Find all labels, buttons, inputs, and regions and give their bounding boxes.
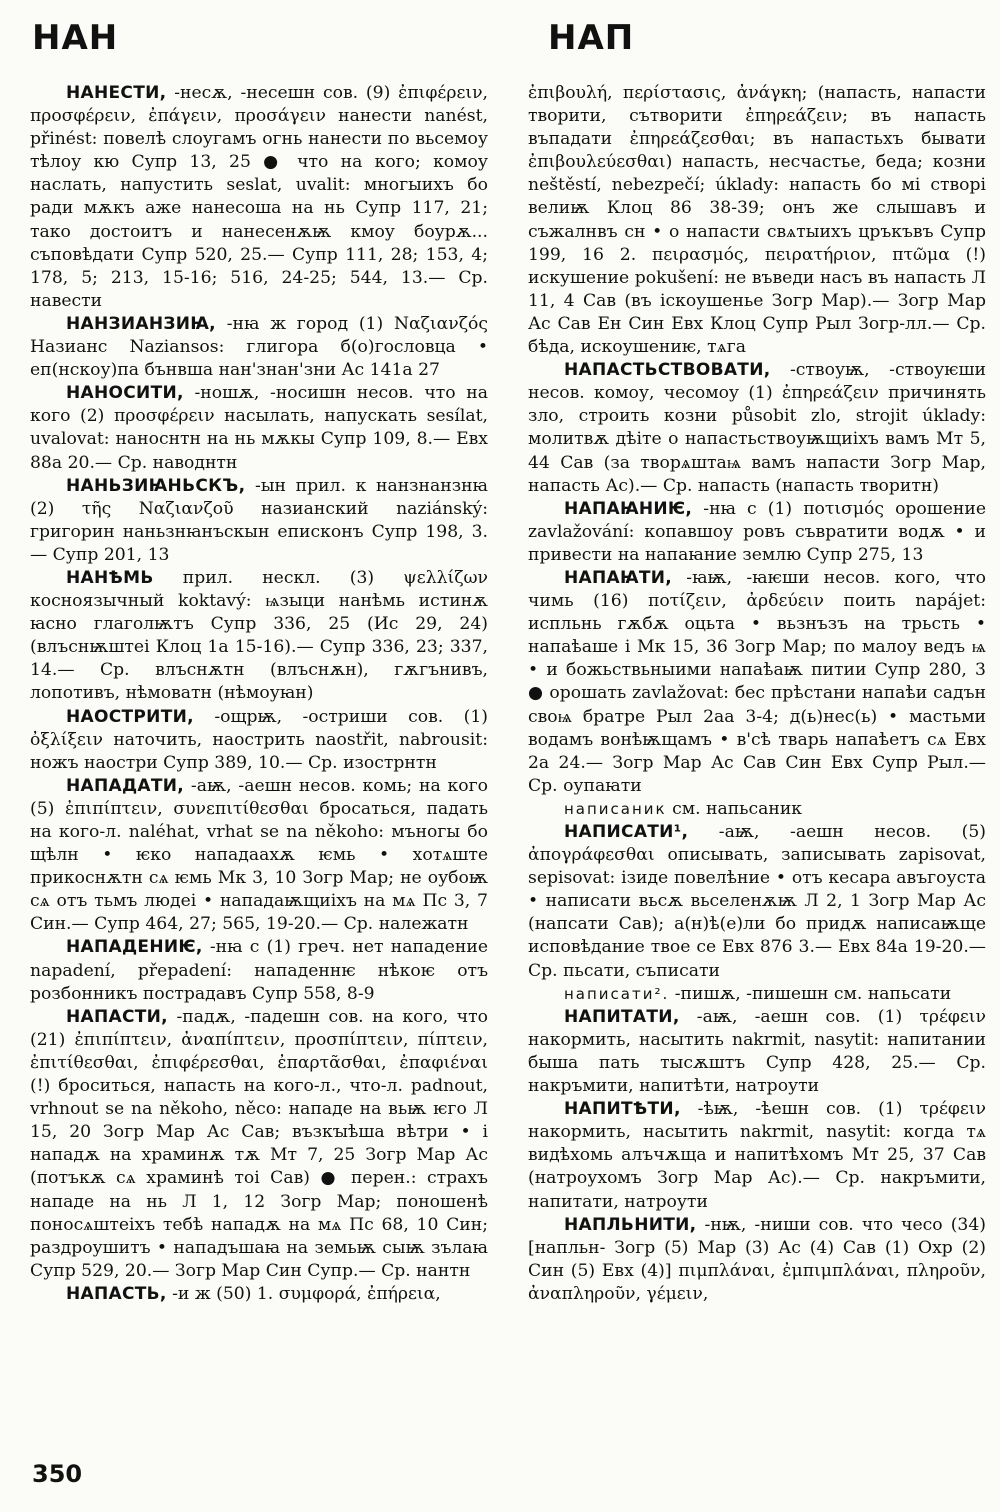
running-head-left: НАН xyxy=(32,18,119,58)
dictionary-entry xyxy=(528,82,986,359)
entry-text: прил. нескл. (3) ψελλίζων косноязычный koktavý: ѩзыци нанѣмь истинѫ ꙗсно глаголѭтъ Супр 336, 25 (Ис 29, 24) (влъснѭштеі Клоц 1а 15-16).— Супр 336, 23; 337, 14.— Ср. влъснѫтн (влъснѫн), гѫгънивъ, лопотивъ, нѣмоватн (нѣмоуꙗн) xyxy=(30,567,488,704)
dictionary-entry xyxy=(528,1098,986,1213)
dictionary-entry xyxy=(30,1283,488,1306)
entry-headword: НАПИТАТИ, xyxy=(564,1006,680,1027)
dictionary-entry xyxy=(528,359,986,498)
entry-text: -ношѫ, -носишн несов. что на кого (2) προσφέρειν насылать, напускать sesílat, uvalovat: наноснтн на нь мѫкы Супр 109, 8.— Евх 88а 20.— Ср. наводнтн xyxy=(30,383,488,473)
entry-headword: написати². xyxy=(564,984,670,1003)
entry-text: -падѫ, -падешн сов. на кого, что (21) ἐπιπίπτειν, ἀναπίπτειν, προσπίπτειν, πίπτειν, ἐπιτίθεσθαι, ἐπιφέρεσθαι, ἐπαρτᾶσθαι, ἐπαφιέναι (!) броситься, напасть на кого-л., что-л. padnout, vrhnout se na někoho, něco: нападе на вьѭ ѥго Л 15, 20 Зогр Мар Ас Сав; възкꙑѣша вѣтри • і нападѫ на храминѫ тѫ Мт 7, 25 Зогр Мар Ас (потъкѫ сѧ храминѣ тоі Сав) ● перен.: страхъ нападе на нь Л 1, 12 Зогр Мар; поношенѣ поносѧштеіхъ тебѣ нападѫ на мѧ Пс 68, 10 Син; раздроушитъ • нападъшаꙗ на земьѭ сыѭ зълаꙗ Супр 529, 20.— Зогр Мар Син Супр.— Ср. нантн xyxy=(30,1006,488,1281)
entry-headword: НАНЗИАНЗИꙖ, xyxy=(66,313,216,334)
entry-text: ἐπιβουλή, περίστασις, ἀνάγκη; (напасть, напасти творити, сътворити ἐπηρεάζειν; въ напасть въпадати ἐπηρεάζεσθαι; въ напастьхъ бывати ἐπιβουλεύεσθαι) напасть, несчастье, беда; козни neštěstí, nebezpečí; úklady: напасть бо мі створі велиѭ Клоц 86 38-39; онъ же слышавъ и съжалнвъ сн • о напасти свѧтыихъ цръкъвъ Супр 199, 16 2. πειρασμός, πειρατήριον, πτῶμα (!) искушение pokušení: не въведи насъ въ напасть Л 11, 4 Сав (въ іскоушенье Зогр Мар).— Зогр Мар Ас Сав Ен Син Евх Клоц Супр Рыл Зогр-лл.— Ср. бѣда, искоушениѥ, тѧга xyxy=(528,83,986,358)
entry-headword: НАПИТѢТИ, xyxy=(564,1099,681,1120)
entry-headword: НАНЬЗИꙖНЬСКЪ, xyxy=(66,475,246,496)
running-head-right: НАП xyxy=(548,18,635,58)
right-column xyxy=(528,82,986,1306)
entry-headword: НАПАСТЬСТВОВАТИ, xyxy=(564,360,771,381)
dictionary-entry xyxy=(528,1214,986,1306)
dictionary-entry xyxy=(30,567,488,706)
dictionary-entry xyxy=(30,1006,488,1283)
entry-text: см. напьсаник xyxy=(666,798,803,819)
dictionary-entry xyxy=(30,936,488,1005)
dictionary-entry xyxy=(528,983,986,1006)
entry-text: -аѭ, -аешн несов. (5) ἀπογράφεσθαι описывать, записывать zapisovat, sepisovat: ізиде повелѣние • отъ кесара авъгоуста • написати вьсѫ вьселенѫѭ Л 2, 1 Зогр Мар Ас (напсати Сав); а(н)ѣ(е)ли бо придѫ написаѭще исповѣдание твое се Евх 876 3.— Евх 84а 19-20.— Ср. пьсати, съписати xyxy=(528,822,986,981)
entry-text: -ын прил. к нанзнанзнꙗ (2) τῆς Ναζιανζοῦ назианский naziánský: григорин наньзнꙗнъскын еписконъ Супр 198, 3.— Супр 201, 13 xyxy=(30,475,488,565)
dictionary-entry xyxy=(528,1006,986,1098)
entry-headword: НАПАСТИ, xyxy=(66,1006,168,1027)
dictionary-entry xyxy=(30,775,488,937)
entry-headword: НАНѢМЬ xyxy=(66,567,154,588)
entry-headword: НАПАДАТИ, xyxy=(66,775,185,796)
entry-text: -ꙗѭ, -ꙗѥши несов. кого, что чимь (16) ποτίζειν, ἀρδεύειν поить napájet: испльнь гѫбѫ оцьта • вьзнъзъ на трьсть • напаѣаше і Мк 15, 36 Зогр Мар; по малоу ведъ ѩ • и божьствьныими напаѣаѭ питии Супр 280, 3 ● орошать zavlažovat: бес прѣстани напаѣи садън своѩ братре Рыл 2аа 3-4; д(ь)нес(ь) • мастьми водамъ вонѣѭщамъ • в'сѣ тварь напаѣетъ сѧ Евх 2а 24.— Зогр Мар Ас Сав Син Евх Супр Рыл.— Ср. оупаꙗти xyxy=(528,567,986,796)
entry-headword: НАПАСТЬ, xyxy=(66,1283,167,1304)
entry-text: -нѭ, -ниши сов. что чесо (34) [напльн- Зогр (5) Мар (3) Ас (4) Сав (1) Охр (2) Син (5) Евх (4)] πιμπλάναι, ἐμπιμπλάναι, πληροῦν, ἀναπληροῦν, γέμειν, xyxy=(528,1214,986,1304)
entry-text: -ѣѭ, -ѣешн сов. (1) τρέφειν накормить, насытить nakrmit, nasytit: когда тѧ видѣхомь алъчѫща и напитѣхомъ Мт 25, 37 Сав (натроухомъ Зогр Мар Ас).— Ср. накръмити, напитати, натроути xyxy=(528,1099,986,1212)
entry-text: -пишѫ, -пишешн см. напьсати xyxy=(669,983,952,1004)
dictionary-entry xyxy=(528,567,986,798)
entry-text: -нꙗ с (1) греч. нет нападение napadení, přepadení: нападеннѥ нѣкоѥ отъ розбонникъ пострадавъ Супр 558, 8-9 xyxy=(30,937,488,1004)
entry-headword: НАПЛЬНИТИ, xyxy=(564,1214,697,1235)
entry-text: -нꙗ с (1) ποτισμός орошение zavlažování: копавшоу ровъ съвратити водѫ • и привести на напаꙗние землю Супр 275, 13 xyxy=(528,498,986,565)
entry-text: -ощрѭ, -остриши сов. (1) ὀξλίξειν наточить, наострить naostřit, nabrousit: ножъ наостри Супр 389, 10.— Ср. изострнтн xyxy=(30,706,488,773)
entry-text: -нꙗ ж город (1) Ναζιανζός Назианс Naziansos: глигора б(о)гословца • еп(нскоу)па бънвша нан'знан'зни Ас 141а 27 xyxy=(30,313,488,381)
left-column xyxy=(30,82,488,1306)
dictionary-entry xyxy=(528,798,986,821)
entry-text: -несѫ, -несешн сов. (9) ἐπιφέρειν, προσφέρειν, ἐπάγειν, προσάγειν нанести nanést, přinést: повелѣ слоугамъ огнь нанести по вьсемоу тѣлоу кю Супр 13, 25 ● что на кого; комоу наслать, напустить seslat, uvalit: многыихъ бо ради мѫкъ аже нанесоша на нь Супр 117, 21; тако достоитъ и нанесенѫѭ кмоу боурѫ... съповѣдати Супр 520, 25.— Супр 111, 28; 153, 4; 178, 5; 213, 15-16; 516, 24-25; 544, 13.— Ср. навести xyxy=(30,83,488,311)
entry-text: -и ж (50) 1. συμφορά, ἐπήρεια, xyxy=(166,1283,441,1304)
dictionary-entry xyxy=(30,475,488,567)
dictionary-entry xyxy=(30,82,488,313)
entry-text: -аѭ, -аешн несов. комь; на кого (5) ἐπιπίπτειν, συνεπιτίθεσθαι бросаться, падать на кого-л. naléhat, vrhat se na někoho: мъногы бо щѣлн • ѥко нападаахѫ ѥмь • хотѧште прикоснѫтн сѧ ѥмь Мк 3, 10 Зогр Мар; не оубоѭ сѧ отъ тьмъ людеі • нападаѭщиіхъ на мѧ Пс 3, 7 Син.— Супр 464, 27; 565, 19-20.— Ср. належатн xyxy=(30,775,488,935)
entry-text: -аѭ, -аешн сов. (1) τρέφειν накормить, насытить nakrmit, nasytit: напитании быша пать тысѫштъ Супр 428, 25.— Ср. накръмити, напитѣти, натроути xyxy=(528,1006,986,1097)
dictionary-entry xyxy=(30,382,488,474)
page-number: 350 xyxy=(32,1460,83,1488)
entry-headword: НАНЕСТИ, xyxy=(66,83,167,103)
dictionary-entry xyxy=(30,313,488,382)
entry-headword: НАПАДЕНИѤ, xyxy=(66,937,203,958)
entry-headword: НАПИСАТИ¹, xyxy=(564,822,689,842)
entry-text: -ствоуѭ, -ствоуѥши несов. комоу, чесомоу (1) ἐπηρεάζειν причинять зло, строить козни působit zlo, strojit úklady: молитвѫ дѣіте о напастьствоуѭщиіхъ вамъ Мт 5, 44 Сав (за творѧштаѩ вамъ напасти Зогр Мар, напасть Ас).— Ср. напасть (напасть творитн) xyxy=(528,360,986,496)
entry-headword: НАПАꙖТИ, xyxy=(564,567,673,588)
dictionary-entry xyxy=(528,821,986,983)
entry-headword: НАНОСИТИ, xyxy=(66,383,184,404)
entry-headword: написаник xyxy=(564,799,667,818)
dictionary-entry xyxy=(30,706,488,775)
entry-headword: НАПАꙖНИѤ, xyxy=(564,498,693,519)
dictionary-entry xyxy=(528,498,986,567)
entry-headword: НАОСТРИТИ, xyxy=(66,706,194,727)
